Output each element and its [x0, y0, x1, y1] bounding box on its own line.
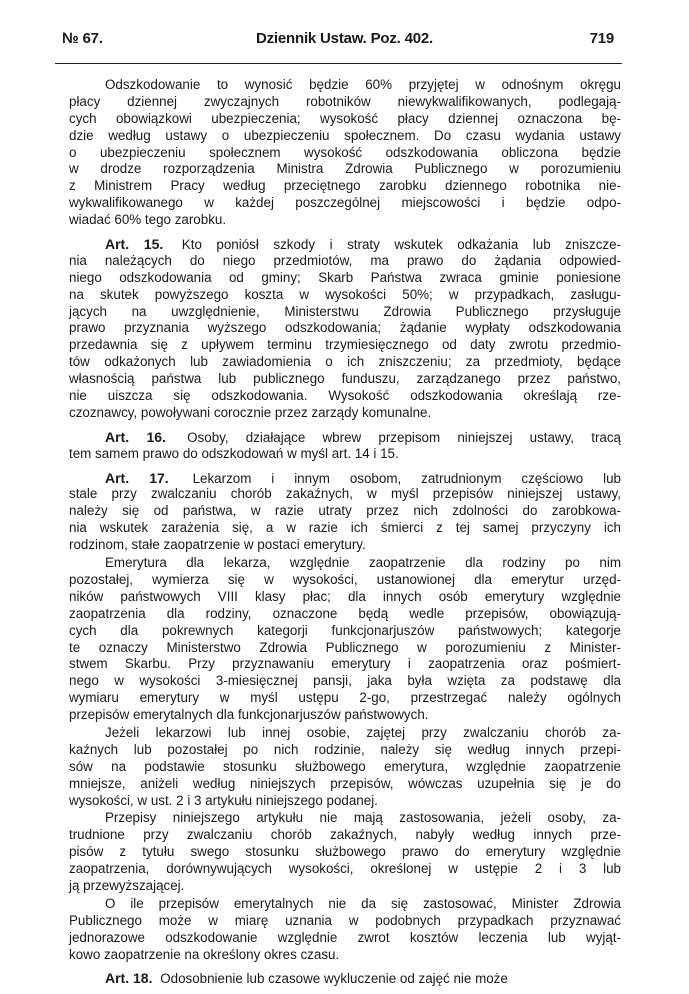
text-line — [69, 947, 621, 964]
issue-number: № 67. — [62, 30, 103, 47]
text-line — [69, 337, 621, 354]
line-text: te oznaczy Ministerstwo Zdrowia Publicznego w porozumieniu z Minister- — [69, 639, 621, 655]
text-line — [69, 77, 621, 94]
article-16 — [69, 429, 621, 463]
page-number: 719 — [589, 30, 614, 47]
line-text: kowo zaopatrzenie na określony okres czasu. — [69, 946, 340, 962]
text-line — [69, 810, 621, 827]
line-text: w drodze rozporządzenia Ministra Zdrowia Publicznego w porozumieniu — [69, 161, 621, 177]
line-text: jących na uwzględnienie, Ministerstwu Zdrowia Publicznego przysługuje — [69, 303, 621, 319]
text-line — [69, 405, 621, 422]
line-text: nego w wysokości 3-miesięcznej pansji, jaka była wzięta za podstawę dla — [69, 673, 621, 689]
text-line — [69, 844, 621, 861]
text-line — [69, 640, 621, 657]
line-text: Osoby, działające wbrew przepisom niniejszej ustawy, tracą — [187, 429, 621, 445]
line-text: sów na podstawie stosunku służbowego emerytura, względnie zaopatrzenie — [69, 758, 621, 774]
text-line — [69, 759, 621, 776]
line-text: tów odkażonych lub zawiadomienia o ich zniszczeniu; za przedmioty, będące — [69, 354, 621, 370]
text-line — [69, 354, 621, 371]
line-text: nie uiszcza się odszkodowania. Wysokość odszkodowania określają rze- — [69, 388, 621, 404]
text-line — [69, 486, 621, 503]
text-line — [69, 371, 621, 388]
line-text: jednorazowe odszkodowanie względnie zwrot kosztów leczenia lub wyjąt- — [69, 929, 621, 945]
text-line — [69, 725, 621, 742]
line-text: czoznawcy, powoływani corocznie przez zarządy komunalne. — [69, 404, 432, 420]
line-text: Odszkodowanie to wynosić będzie 60% przyjętej w odnośnym okręgu — [105, 77, 621, 92]
line-text: Jeżeli lekarzowi lub innej osobie, zajętej przy zwalczaniu chorób za- — [105, 724, 621, 740]
page-header — [60, 30, 620, 52]
line-text: pisów z tytułu swego stosunku służbowego prawo do emerytury względnie — [69, 844, 621, 860]
text-line — [69, 742, 621, 759]
line-text: stale przy zwalczaniu chorób zakaźnych, w myśl przepisów niniejszej ustawy, — [69, 486, 621, 502]
article-label: Art. 17. — [105, 469, 169, 486]
line-text: na skutek powyższego koszta w wysokości 50%; w przypadkach, zasługu- — [69, 286, 621, 302]
article-15 — [69, 236, 621, 422]
line-text: Lekarzom i innym osobom, zatrudnionym częściowo lub — [192, 470, 621, 486]
text-line — [69, 111, 621, 128]
article-18 — [69, 970, 621, 987]
article-17 — [69, 470, 621, 554]
line-text: Emerytura dla lekarza, względnie zaopatrzenie dla rodziny po nim — [105, 555, 621, 571]
line-text: przedawnia się z upływem terminu trzymiesięcznego od daty zwrotu przedmio- — [69, 337, 621, 353]
line-text: O ile przepisów emerytalnych nie da się zastosować, Minister Zdrowia — [105, 895, 621, 911]
text-line — [69, 178, 621, 195]
paragraph — [69, 810, 621, 894]
line-text: mniejsze, aniżeli według niniejszych przepisów, wówczas uzupełnia się je do — [69, 775, 621, 791]
line-text: niego odszkodowania od gminy; Skarb Państwa zwraca gminie poniesione — [69, 269, 621, 285]
line-text: z Ministrem Pracy według przeciętnego zarobku dziennego robotnika nie- — [69, 178, 621, 194]
article-label: Art. 15. — [105, 236, 164, 253]
text-line — [69, 690, 621, 707]
text-line — [69, 287, 621, 304]
paragraph — [69, 555, 621, 724]
text-line — [69, 878, 621, 895]
line-text: cych dla pokrewnych kategorji funkcjonarjuszów państwowych; kategorje — [69, 622, 621, 638]
line-text: trudnione przy zwalczaniu chorób zakaźnych, nabyły według innych prze- — [69, 827, 621, 843]
text-line — [69, 94, 621, 111]
text-line — [69, 555, 621, 572]
line-text: ników państwowych VIII klasy płac; dla innych osób emerytury względnie — [69, 588, 621, 604]
text-line — [69, 589, 621, 606]
text-line — [69, 776, 621, 793]
text-line — [69, 913, 621, 930]
text-line — [69, 470, 621, 487]
line-text: ją przewyższającej. — [69, 877, 185, 893]
line-text: cych obowiązkowi ubezpieczenia; wysokość płacy dziennej oznaczona bę- — [69, 110, 621, 126]
line-text: przepisów emerytalnych dla funkcjonarjuszów państwowych. — [69, 707, 429, 723]
text-line — [69, 270, 621, 287]
text-line — [69, 388, 621, 405]
text-line — [69, 161, 621, 178]
line-text: płacy dziennej zwyczajnych robotników niewykwalifikowanych, podlegają- — [69, 93, 621, 109]
line-text: o ubezpieczeniu społecznem wysokość odszkodowania obliczona będzie — [69, 144, 621, 160]
line-text: Kto poniósł szkody i straty wskutek odkażania lub zniszcze- — [181, 237, 621, 253]
line-text: rodzinom, stałe zaopatrzenie w postaci emerytury. — [69, 537, 366, 553]
line-text: kaźnych lub pozostałej po nich rodzinie, należy się według innych przepi- — [69, 741, 621, 757]
text-line — [69, 128, 621, 145]
text-line — [69, 195, 621, 212]
text-line — [69, 320, 621, 337]
journal-title: Dziennik Ustaw. Poz. 402. — [256, 30, 433, 47]
line-text: wykwalifikowanego w każdej poszczególnej miejscowości i będzie odpo- — [69, 195, 621, 211]
text-line — [69, 970, 621, 987]
text-line — [69, 896, 621, 913]
line-text: wiadać 60% tego zarobku. — [69, 212, 227, 228]
line-text: prawo przyznania wyższego odszkodowania; żądanie wypłaty odszkodowania — [69, 320, 621, 336]
text-line — [69, 446, 621, 463]
text-line — [69, 930, 621, 947]
text-line — [69, 673, 621, 690]
line-text: należy się od państwa, w razie utraty przez nich zdolności do zarobkowa- — [69, 503, 621, 519]
line-text: zaopatrzenia, dorównywujących wysokości, określonej w ustępie 2 i 3 lub — [69, 861, 621, 877]
line-text: Przepisy niniejszego artykułu nie mają zastosowania, jeżeli osoby, za- — [105, 810, 621, 826]
text-line — [69, 827, 621, 844]
paragraph — [69, 896, 621, 964]
article-label: Art. 16. — [105, 428, 166, 445]
text-line — [69, 656, 621, 673]
text-line — [69, 606, 621, 623]
text-line — [69, 253, 621, 270]
line-text: nia wskutek zarażenia się, a w razie ich śmierci z tej samej przyczyny ich — [69, 520, 621, 536]
line-text: nia należących do niego przedmiotów, ma prawo do żądania odpowied- — [69, 252, 621, 268]
paragraph — [69, 725, 621, 809]
text-line — [69, 537, 621, 554]
text-line — [69, 212, 621, 229]
text-line — [69, 793, 621, 810]
text-line — [69, 707, 621, 724]
text-line — [69, 572, 621, 589]
text-line — [69, 861, 621, 878]
line-text: dzie według ustawy o ubezpieczeniu społecznem. Do czasu wydania ustawy — [69, 127, 621, 143]
line-text: Odosobnienie lub czasowe wykluczenie od zajęć nie może — [160, 971, 508, 987]
line-text: własnością państwa lub publicznego funduszu, zarządzanego przez państwo, — [69, 371, 621, 387]
line-text: stwem Skarbu. Przy przyznawaniu emerytury i zaopatrzenia oraz pośmiert- — [69, 656, 621, 672]
text-line — [69, 236, 621, 253]
line-text: zaopatrzenia dla rodziny, oznaczone będą wedle przepisów, obowiązują- — [69, 605, 621, 621]
line-text: pozostałej, wymierza się w wysokości, ustanowionej dla emerytur urzęd- — [69, 571, 621, 587]
text-line — [69, 304, 621, 321]
text-line — [69, 503, 621, 520]
line-text: tem samem prawo do odszkodowań w myśl art. 14 i 15. — [69, 445, 399, 461]
paragraph — [69, 77, 621, 229]
text-line — [69, 145, 621, 162]
text-line — [69, 520, 621, 537]
line-text: wymiaru emerytury w myśl ustępu 2-go, przestrzegać należy ogólnych — [69, 690, 621, 706]
text-line — [69, 429, 621, 446]
line-text: wysokości, w ust. 2 i 3 artykułu niniejszego podanej. — [69, 792, 378, 808]
article-label: Art. 18. — [105, 970, 153, 987]
header-rule — [55, 63, 622, 64]
text-line — [69, 623, 621, 640]
document-body — [69, 77, 621, 994]
line-text: Publicznego może w miarę uznania w podobnych przypadkach przyznawać — [69, 912, 621, 928]
